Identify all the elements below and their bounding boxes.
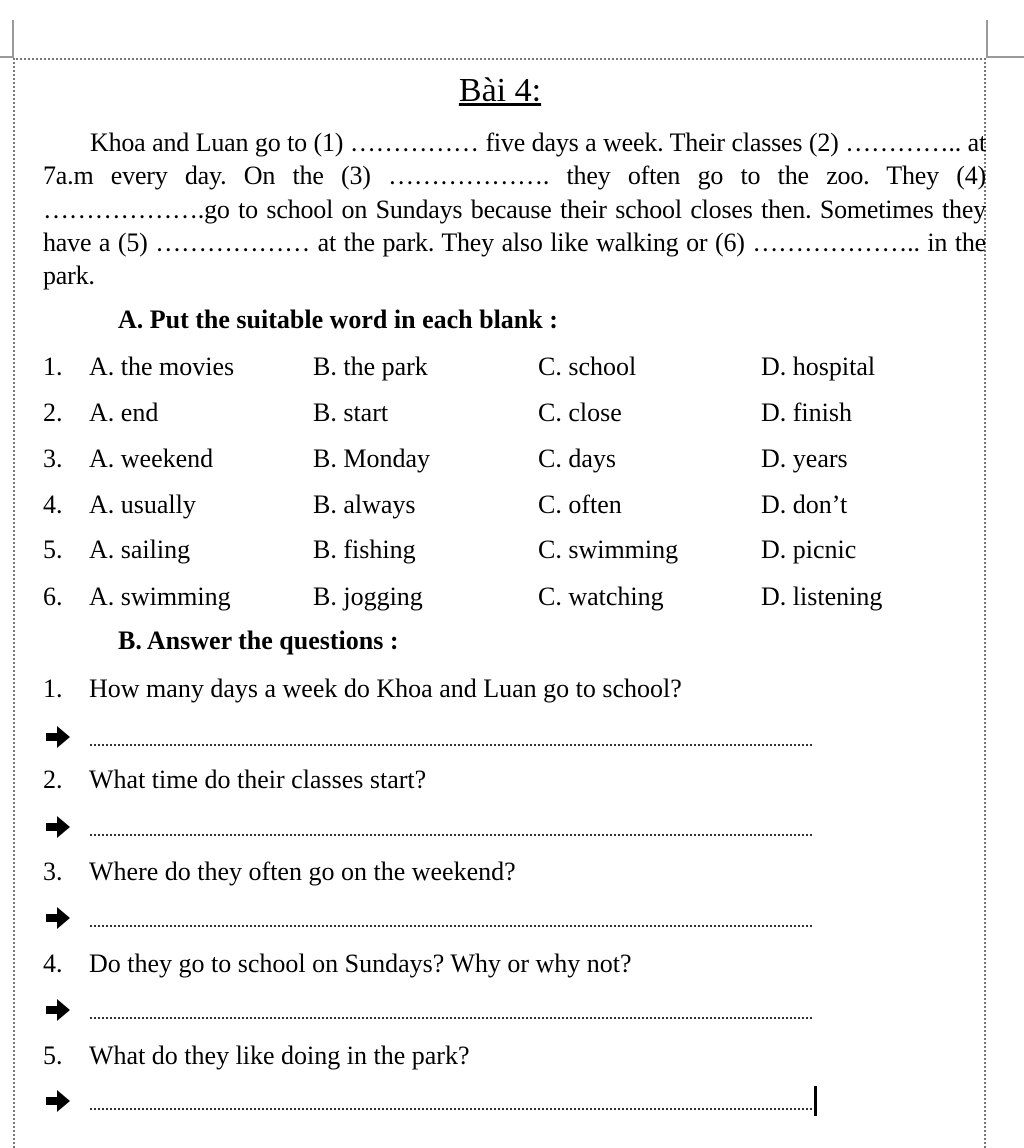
- option-b: B. the park: [313, 352, 428, 381]
- answer-line-3[interactable]: [43, 903, 823, 933]
- option-b: B. Monday: [313, 444, 430, 473]
- question-text: How many days a week do Khoa and Luan go to school?: [89, 674, 682, 703]
- question-number: 5.: [43, 1041, 63, 1070]
- option-b: B. jogging: [313, 582, 423, 611]
- question-number: 1.: [43, 674, 63, 703]
- option-c: C. school: [538, 352, 637, 381]
- option-d: D. listening: [761, 582, 883, 611]
- dotted-answer-line: [90, 1108, 812, 1110]
- option-c: C. watching: [538, 582, 664, 611]
- dotted-answer-line: [90, 744, 812, 746]
- question-text: What do they like doing in the park?: [89, 1041, 470, 1070]
- option-c: C. often: [538, 490, 622, 519]
- answer-line-2[interactable]: [43, 812, 823, 842]
- right-arrow-icon: [43, 722, 73, 752]
- dotted-answer-line: [90, 1017, 812, 1019]
- right-arrow-icon: [43, 1086, 73, 1116]
- exercise-title: Bài 4:: [458, 72, 542, 109]
- section-a-heading: A. Put the suitable word in each blank :: [118, 305, 558, 334]
- right-arrow-icon: [43, 995, 73, 1025]
- option-a: A. weekend: [89, 444, 214, 473]
- question-text: What time do their classes start?: [89, 765, 427, 794]
- text-cursor: [814, 1086, 817, 1116]
- question-number: 6.: [43, 582, 63, 611]
- option-b: B. start: [313, 398, 389, 427]
- answer-line-5[interactable]: [43, 1086, 823, 1116]
- option-a: A. usually: [89, 490, 196, 519]
- right-arrow-icon: [43, 903, 73, 933]
- reading-passage[interactable]: [43, 126, 986, 292]
- passage-text: Khoa and Luan go to (1) …………… five days a week. Their classes (2) ………….. at 7a.m every day. On the (3) ………………. they often go to the zoo. They (4) ……………….go to school on Sundays because their school closes then. Sometimes they have a (5) ……………… at the park. They also like walking or (6) ……………….. in the park.: [43, 128, 986, 291]
- question-number: 3.: [43, 444, 63, 473]
- question-text: Where do they often go on the weekend?: [89, 857, 516, 886]
- crop-mark-right-vertical: [986, 20, 988, 56]
- option-a: A. the movies: [89, 352, 235, 381]
- section-b-heading: B. Answer the questions :: [118, 626, 399, 655]
- option-b: B. fishing: [313, 535, 416, 564]
- option-b: B. always: [313, 490, 416, 519]
- question-number: 5.: [43, 535, 63, 564]
- question-number: 2.: [43, 398, 63, 427]
- right-arrow-icon: [43, 812, 73, 842]
- option-c: C. days: [538, 444, 616, 473]
- option-c: C. close: [538, 398, 622, 427]
- option-d: D. hospital: [761, 352, 876, 381]
- option-d: D. picnic: [761, 535, 857, 564]
- option-c: C. swimming: [538, 535, 679, 564]
- question-number: 2.: [43, 765, 63, 794]
- option-d: D. don’t: [761, 490, 848, 519]
- option-a: A. end: [89, 398, 159, 427]
- option-d: D. years: [761, 444, 848, 473]
- dotted-answer-line: [90, 925, 812, 927]
- question-number: 4.: [43, 490, 63, 519]
- option-d: D. finish: [761, 398, 852, 427]
- answer-line-1[interactable]: [43, 722, 823, 752]
- option-a: A. swimming: [89, 582, 231, 611]
- dotted-answer-line: [90, 834, 812, 836]
- crop-mark-left-vertical: [12, 20, 14, 56]
- question-number: 3.: [43, 857, 63, 886]
- option-a: A. sailing: [89, 535, 191, 564]
- question-number: 1.: [43, 352, 63, 381]
- crop-mark-right-horizontal: [986, 56, 1024, 58]
- crop-mark-left-horizontal: [0, 56, 14, 58]
- answer-line-4[interactable]: [43, 995, 823, 1025]
- question-text: Do they go to school on Sundays? Why or why not?: [89, 949, 632, 978]
- question-number: 4.: [43, 949, 63, 978]
